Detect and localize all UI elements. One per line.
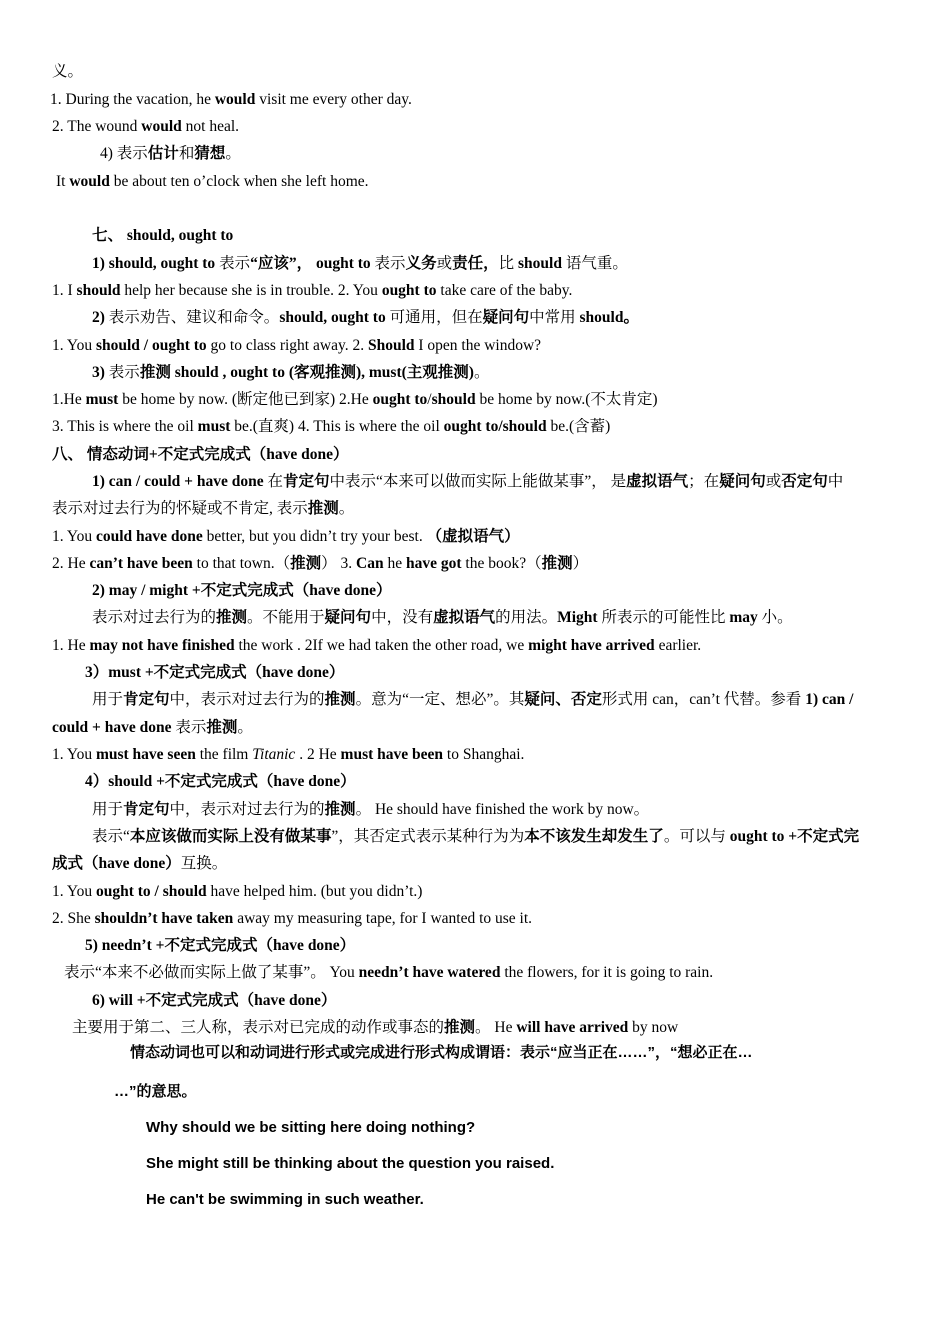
bold-text: 推测 (307, 500, 339, 517)
text-run: go to class right away. 2. (206, 337, 368, 354)
text-run: 可通用，但在 (385, 309, 483, 326)
text-run: 中，表示对过去行为的 (169, 691, 325, 708)
text-line (52, 636, 701, 656)
bold-text: 1) can / (805, 691, 854, 708)
bold-text: 责任， (452, 255, 499, 272)
bold-text: 肯定句 (283, 473, 330, 490)
text-run: She might still be thinking about the question you raised. (146, 1155, 555, 1172)
text-line (52, 854, 227, 874)
text-run: 表示“ (92, 828, 130, 845)
bold-text: 推测 (216, 609, 248, 626)
text-line (52, 417, 610, 437)
text-run: 表示 (215, 255, 251, 272)
text-run: earlier. (654, 637, 702, 654)
text-run: 。意为“一定、想必”。其 (355, 691, 525, 708)
text-run: 主要用于第二、三人称，表示对已完成的动作或事态的 (72, 1019, 445, 1036)
bold-text: （虚拟语气） (426, 528, 520, 545)
bold-text: 推测 should , ought to (客观推测), must(主观推测) (139, 364, 474, 381)
text-run: 。 He should have finished the work by now。 (355, 801, 650, 818)
text-run: 表示对过去行为的怀疑或不肯定, 表示 (52, 500, 308, 517)
text-run: 表示劝告、建议和命令。 (104, 309, 280, 326)
text-run: be home by now.(不太肯定) (475, 391, 658, 408)
text-run: 小。 (757, 609, 793, 626)
note-line (114, 1082, 197, 1102)
text-run: 形式用 can，can’t 代替。参看 (601, 691, 806, 708)
text-line (64, 963, 713, 983)
subsection-heading (85, 663, 344, 683)
bold-text: 八、 情态动词+不定式完成式（have done） (52, 446, 349, 463)
text-run: 1. You (52, 883, 96, 900)
text-run: the film (195, 746, 253, 763)
bold-text: 2) (92, 309, 105, 326)
bold-text: will have arrived (516, 1019, 629, 1036)
text-line (92, 608, 793, 628)
text-line (92, 363, 489, 383)
bold-text: 义务 (405, 255, 437, 272)
bold-text: 1) can / could + have done (92, 473, 264, 490)
text-run: 1. During the vacation, he (50, 91, 215, 108)
text-run: visit me every other day. (255, 91, 412, 108)
text-run: 1. I (52, 282, 77, 299)
text-run: 比 (498, 255, 518, 272)
text-run: 。 (338, 500, 355, 517)
text-run: I open the window? (414, 337, 542, 354)
text-run: 在 (263, 473, 283, 490)
text-run: 。 (225, 145, 241, 162)
bold-text: 疑问句 (482, 309, 530, 326)
text-run: 表示 (370, 255, 406, 272)
bold-text: would (69, 173, 110, 190)
text-run: 的用法。 (495, 609, 558, 626)
bold-text: 估计 (147, 145, 179, 162)
italic-text: Titanic (252, 746, 296, 763)
text-run: he (383, 555, 406, 572)
text-run: 中表示“本来可以做而实际上能做某事”， 是 (329, 473, 627, 490)
bold-text: needn’t have watered (358, 964, 501, 981)
example-sentence (146, 1190, 424, 1210)
bold-text: Might (557, 609, 598, 626)
bold-text: ought to (381, 282, 437, 299)
text-line (52, 499, 354, 519)
bold-text: must (85, 391, 119, 408)
text-line (52, 527, 520, 547)
text-run: 1. He (52, 637, 90, 654)
text-line (92, 690, 853, 710)
bold-text: “应该”， (250, 255, 313, 272)
bold-text: ought to (315, 255, 371, 272)
text-run: the flowers, for it is going to rain. (500, 964, 714, 981)
bold-text: 本不该发生却发生了 (524, 828, 664, 845)
text-run: 3. This is where the oil (52, 418, 198, 435)
bold-text: must have seen (95, 746, 196, 763)
text-run: 中，没有 (371, 609, 434, 626)
bold-text: 推测 (444, 1019, 476, 1036)
bold-text: should。 (579, 309, 639, 326)
subsection-heading (85, 936, 355, 956)
bold-text: 肯定句 (123, 691, 170, 708)
text-run: ”，其否定式表示某种行为为 (331, 828, 525, 845)
bold-text: 疑问句 (719, 473, 766, 490)
text-run: 。不能用于 (247, 609, 325, 626)
text-run: 表示“本来不必做而实际上做了某事”。 You (64, 964, 359, 981)
bold-text: must have been (340, 746, 444, 763)
text-run: by now (628, 1019, 679, 1036)
subsection-heading (92, 581, 391, 601)
bold-text: 虚拟语气 (433, 609, 496, 626)
bold-text: could have done (95, 528, 203, 545)
text-run: 2. The wound (52, 118, 142, 135)
text-run: 和 (178, 145, 195, 162)
bold-text: 成式（have done） (52, 855, 181, 872)
example-sentence (146, 1154, 554, 1174)
text-run: 或 (436, 255, 453, 272)
text-run: take care of the baby. (436, 282, 573, 299)
text-line (52, 117, 239, 137)
text-line (72, 1018, 678, 1038)
text-run: Why should we be sitting here doing nothing? (146, 1119, 476, 1136)
bold-text: 推测 (290, 555, 322, 572)
bold-text: 1) should, ought to (92, 255, 216, 272)
text-run: the book?（ (461, 555, 542, 572)
text-run: be home by now. (断定他已到家) 2.He (118, 391, 373, 408)
subsection-heading (92, 991, 336, 1011)
text-run: 用于 (92, 801, 124, 818)
text-line (52, 882, 422, 902)
text-run: 所表示的可能性比 (597, 609, 730, 626)
text-line (92, 308, 639, 328)
text-run: . 2 He (295, 746, 341, 763)
bold-text: may not have finished (89, 637, 235, 654)
bold-text: ought to / should (95, 883, 207, 900)
text-run: to Shanghai. (443, 746, 525, 763)
bold-text: 虚拟语气 (626, 473, 689, 490)
bold-text: must (197, 418, 231, 435)
text-run: ） 3. (321, 555, 356, 572)
bold-text: 2) may / might +不定式完成式（have done） (92, 582, 392, 599)
text-line (52, 909, 532, 929)
bold-text: can’t have been (89, 555, 193, 572)
text-line (52, 390, 658, 410)
text-run: It (56, 173, 70, 190)
bold-text: may (729, 609, 758, 626)
bold-text: might have arrived (528, 637, 655, 654)
text-run: not heal. (181, 118, 240, 135)
bold-text: 6) will +不定式完成式（have done） (92, 992, 337, 1009)
text-run: 。 He (475, 1019, 517, 1036)
text-run: 情态动词也可以和动词进行形式或完成进行形式构成谓语：表示“应当正在……”，“想必正在… (130, 1044, 753, 1061)
text-run: 语气重。 (561, 255, 628, 272)
bold-text: would (141, 118, 182, 135)
bold-text: 推测 (206, 719, 238, 736)
text-line (92, 800, 649, 820)
bold-text: ought to +不定式完 (729, 828, 860, 845)
text-run: ） (572, 555, 589, 572)
bold-text: 猜想 (194, 145, 226, 162)
text-run: / (427, 391, 432, 408)
text-line (52, 745, 524, 765)
text-line (52, 718, 253, 738)
section-heading (52, 445, 348, 465)
subsection-heading (85, 772, 356, 792)
bold-text: 3）must +不定式完成式（have done） (85, 664, 345, 681)
bold-text: 七、 should, ought to (92, 227, 234, 244)
bold-text: 肯定句 (123, 801, 170, 818)
bold-text: have got (405, 555, 462, 572)
bold-text: should / ought to (95, 337, 207, 354)
bold-text: Should (367, 337, 415, 354)
bold-text: 疑问、否定 (524, 691, 602, 708)
text-run: 。 (237, 719, 253, 736)
text-run: 表示对过去行为的 (92, 609, 217, 626)
bold-text: 推测 (324, 801, 356, 818)
text-run: 义。 (52, 63, 84, 80)
bold-text: would (214, 91, 256, 108)
text-run: 2. She (52, 910, 95, 927)
text-run: be.(含蓄) (546, 418, 611, 435)
bold-text: should, ought to (279, 309, 386, 326)
text-run: away my measuring tape, for I wanted to use it. (233, 910, 533, 927)
text-line (92, 827, 859, 847)
text-run: He can't be swimming in such weather. (146, 1191, 424, 1208)
text-run: 表示 (104, 364, 140, 381)
text-run: 1. You (52, 337, 96, 354)
text-run: 互换。 (180, 855, 228, 872)
text-run: 表示 (171, 719, 207, 736)
text-run: be.(直爽) 4. This is where the oil (230, 418, 444, 435)
text-run: 。可以与 (663, 828, 730, 845)
text-run: 用于 (92, 691, 124, 708)
bold-text: ought to/should (443, 418, 547, 435)
text-run: 1. You (52, 746, 96, 763)
bold-text: should (76, 282, 121, 299)
text-line (92, 254, 628, 274)
note-line (130, 1043, 753, 1063)
text-run: 1.He (52, 391, 86, 408)
bold-text: should (518, 255, 562, 272)
text-line (52, 554, 588, 574)
bold-text: 本应该做而实际上没有做某事 (129, 828, 332, 845)
text-run: to that town.（ (192, 555, 291, 572)
text-line (56, 172, 369, 192)
bold-text: 5) needn’t +不定式完成式（have done） (85, 937, 356, 954)
text-run: …”的意思。 (114, 1083, 197, 1100)
text-line (100, 144, 241, 164)
text-run: 1. You (52, 528, 96, 545)
bold-text: 3) (92, 364, 105, 381)
text-line (92, 472, 843, 492)
bold-text: could + have done (52, 719, 172, 736)
text-line (52, 62, 83, 82)
bold-text: shouldn’t have taken (94, 910, 234, 927)
text-run: 或 (765, 473, 782, 490)
text-line (52, 336, 541, 356)
text-line (52, 281, 572, 301)
text-run: 中 (827, 473, 844, 490)
bold-text: 疑问句 (324, 609, 372, 626)
bold-text: 推测 (541, 555, 573, 572)
text-run: 。 (473, 364, 490, 381)
text-run: have helped him. (but you didn’t.) (206, 883, 423, 900)
text-run: 2. He (52, 555, 90, 572)
text-run: 中常用 (529, 309, 580, 326)
text-run: ；在 (688, 473, 720, 490)
text-run: the work . 2If we had taken the other road, we (234, 637, 529, 654)
bold-text: 否定句 (781, 473, 828, 490)
text-run: better, but you didn’t try your best. (202, 528, 427, 545)
text-run: help her because she is in trouble. 2. You (120, 282, 382, 299)
text-run: 4) 表示 (100, 145, 148, 162)
text-run: be about ten o’clock when she left home. (109, 173, 369, 190)
bold-text: should (431, 391, 476, 408)
bold-text: 推测 (324, 691, 356, 708)
bold-text: 4）should +不定式完成式（have done） (85, 773, 356, 790)
text-run: 中，表示对过去行为的 (169, 801, 325, 818)
section-heading (92, 226, 233, 246)
bold-text: Can (356, 555, 384, 572)
text-line (50, 90, 412, 110)
example-sentence (146, 1118, 475, 1138)
bold-text: ought to (372, 391, 428, 408)
